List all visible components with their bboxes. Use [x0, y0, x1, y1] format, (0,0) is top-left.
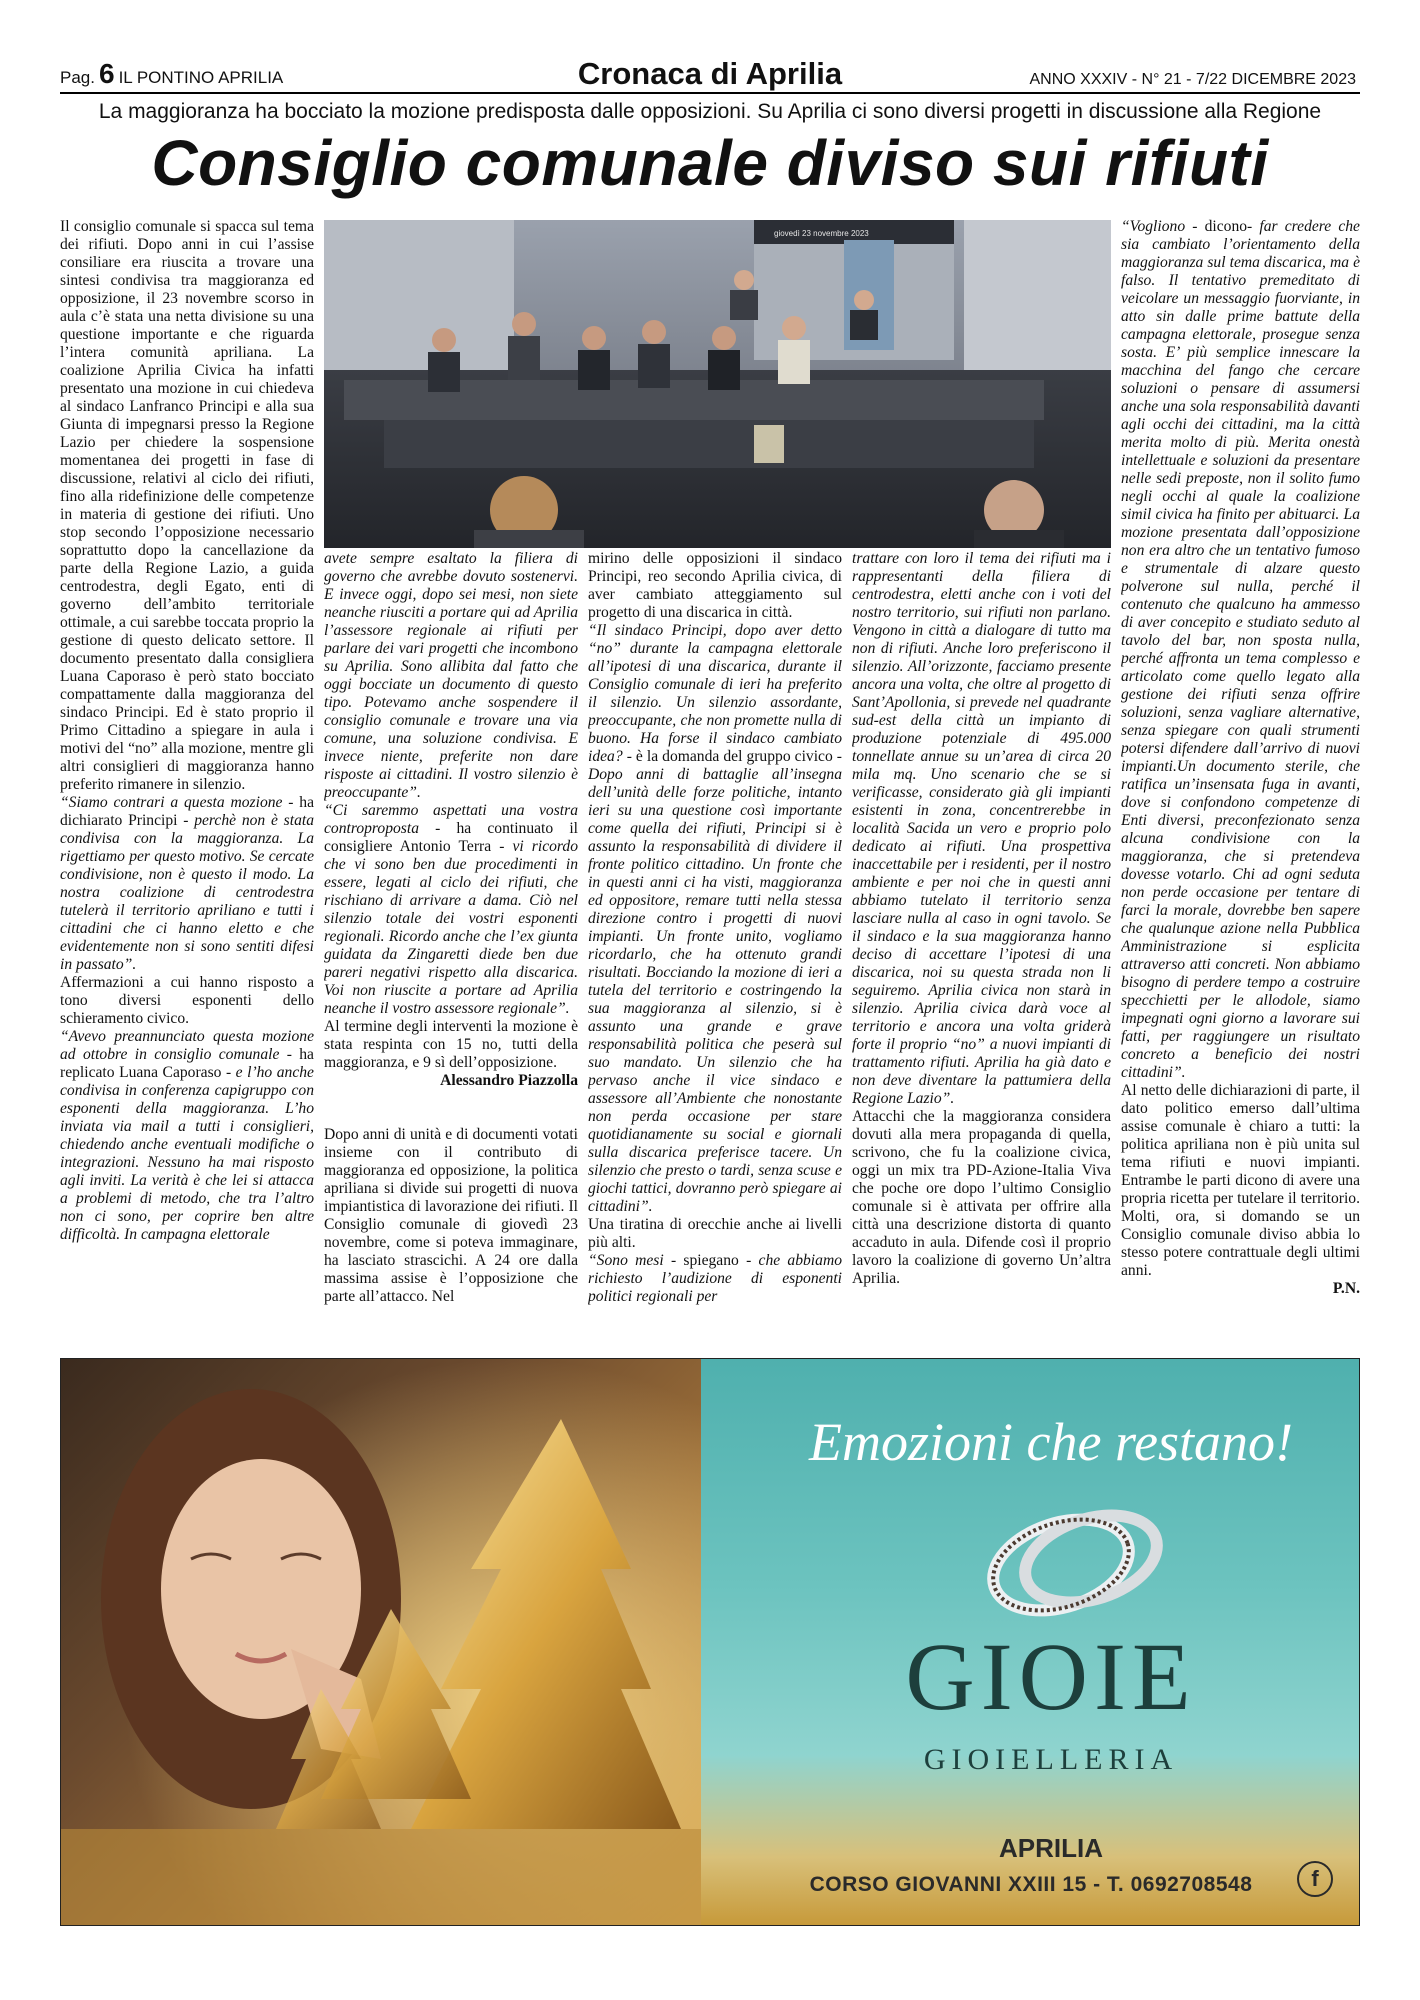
quote: “Sono mesi [588, 1252, 664, 1269]
quote: “Siamo contrari a questa mozione [60, 794, 283, 811]
page-header [60, 56, 1360, 94]
text: mirino delle opposizioni il sindaco Principi, reo secondo Aprilia civica, di aver cambiato atteggiamento sul progetto di una discarica in città. [588, 550, 842, 621]
paragraph [588, 1252, 842, 1306]
quote: far credere che sia cambiato l’orientamento della maggioranza sul tema discarica, ma è falso. Il tentativo premeditato di veicolare un messaggio fuorviante, in atto sin dalle prime battute della campagna elettorale, prosegue senza sosta. E’ più semplice innescare la macchina del fango che cercare soluzioni o pensare di assumersi anche una sola responsabilità davanti agli occhi dei cittadini, ma la città merita molto di più. Merita onestà intellettuale e soluzioni da presentare nelle sedi preposte, non il solito fumo negli occhi al quale la coalizione simil civica ha finito per abituarci. La mozione presentata dall’opposizione non era altro che un tentativo fumoso e strumentale di alzare questo polverone sul nulla, perché il contenuto che qualcuno ha ammesso di aver concepito e studiato seduto al tavolo del bar, non sposta nulla, perché affronta un tema complesso e articolato come quello legato alla gestione dei rifiuti senza offrire soluzioni, senza vagliare alternative, senza spiegare con quali strumenti potersi difendere dall’arrivo di nuovi impianti.Un documento sterile, che ratifica un’insensata fuga in avanti, dove si confondono competenze di Enti diversi, preconfezionato senza alcuna condivisione con la maggioranza, che si pretendeva dovesse votarlo. Chi ad ogni seduta non perde occasione per tentare di farci la morale, dovrebbe ben sapere che qualunque azione nella Pubblica Amministrazione si esplicita attraverso atti concreti. Non abbiamo bisogno di perdere tempo a costruire specchietti per le allodole, siamo impegnati ogni giorno a lavorare sui fatti, per raggiungere un risultato concreto a beneficio dei nostri cittadini”. [1121, 218, 1360, 1081]
ad-slogan: Emozioni che restano! [809, 1412, 1293, 1472]
text: Dopo anni di unità e di documenti votati insieme con il contributo di maggioranza ed opposizione, la politica apriliana si divide sui progetti di nuova impiantistica di lavorazione dei rifiuti. Il Consiglio comunale di giovedì 23 novembre, come si poteva immaginare, ha lasciato strascichi. A 24 ore dalla massima assise è l’opposizione che parte all’attacco. Nel [324, 1126, 578, 1305]
ring-illustration [961, 1495, 1181, 1625]
publication-name: IL PONTINO APRILIA [118, 68, 284, 87]
quote: “Il sindaco Principi, dopo aver detto “no” durante la campagna elettorale all’ipotesi di una discarica, durante il Consiglio comunale di ieri ha preferito il silenzio. Un silenzio assordante, preoccupante, che non promette nulla di buono. Ha forse il sindaco cambiato idea? [588, 622, 842, 765]
article-subhead: La maggioranza ha bocciato la mozione predisposta dalle opposizioni. Su Aprilia ci sono diversi progetti in discussione alla Regione [98, 100, 1322, 123]
paragraph [852, 550, 1111, 1108]
text: Attacchi che la maggioranza considera dovuti alla mera propaganda di quella, scrivono, che fu la coalizione civica, oggi un mix tra PD-Azione-Italia Viva che poche ore dopo l’ultimo Consiglio comunale si è attivata per offrire alla città una descrizione distorta di quanto accaduto in aula. Difende così il proprio lavoro la coalizione di governo Un’altra Aprilia. [852, 1108, 1111, 1287]
text: - ha continuato il consigliere Antonio Terra - [324, 820, 578, 855]
article-column-2 [324, 550, 578, 1346]
issue-info: ANNO XXXIV - N° 21 - 7/22 DICEMBRE 2023 [1029, 71, 1356, 88]
paragraph [1121, 218, 1360, 1082]
paragraph [60, 974, 314, 1028]
text: Affermazioni a cui hanno risposto a tono diversi esponenti dello schieramento civico. [60, 974, 314, 1027]
paragraph [60, 794, 314, 974]
text: - spiegano - [663, 1252, 759, 1269]
article-column-1 [60, 218, 314, 1346]
section-title: Cronaca di Aprilia [577, 56, 843, 91]
article-column-3 [588, 550, 842, 1346]
page-prefix: Pag. [60, 68, 95, 87]
quote: avete sempre esaltato la filiera di governo che avrebbe dovuto sostenervi. E invece oggi, dopo sei mesi, non siete neanche riusciti a portare qui ad Aprilia l’assessore regionale ai rifiuti per parlare dei vari progetti che incombono su Aprilia. Sono allibita dal fatto che oggi bocciate un documento di questo tipo. Potevamo anche sospendere il consiglio comunale e trovare una via comune, una soluzione condivisa. E invece niente, preferite non dare risposte ai cittadini. Il vostro silenzio è preoccupante”. [324, 550, 578, 801]
christmas-tree-illustration [61, 1359, 701, 1926]
paragraph [60, 218, 314, 794]
text: - dicono- [1185, 218, 1260, 235]
article-headline: Consiglio comunale diviso sui rifiuti [151, 127, 1269, 199]
paragraph [324, 1126, 578, 1306]
paragraph [60, 1028, 314, 1244]
quote: “Vogliono [1121, 218, 1186, 235]
article-column-5 [1121, 218, 1360, 1346]
paragraph [588, 1216, 842, 1252]
article-column-4 [852, 550, 1111, 1346]
jewelry-advertisement [60, 1358, 1360, 1926]
paragraph [324, 802, 578, 1018]
paragraph [324, 550, 578, 802]
quote: trattare con loro il tema dei rifiuti ma i rappresentanti della filiera di centrodestra, eletti anche con i voti del nostro territorio, sui rifiuti non parlano. Vengono in città a dialogare di tutto ma non di rifiuti. Anche loro preferiscono il silenzio. All’orizzonte, facciamo presente ancora una volta, che oltre al progetto di Sant’Apollonia, si prevede nel quadrante sud-est della città un impianto di produzione potenziale di 495.000 tonnellate annue su un’area di circa 20 mila mq. Uno scenario che se si verificasse, considerato già gli impianti esistenti in zona, concentrerebbe in località Sacida un vero e proprio polo dedicato ai rifiuti. Una prospettiva inaccettabile per i residenti, per il nostro ambiente e per noi che in questi anni abbiamo tutelato il territorio senza lasciare nulla al caso in ogni tavolo. Se il sindaco e la sua maggioranza hanno deciso di accettare l’ipotesi di una discarica, noi su questa strada non li seguiremo. Aprilia civica non starà in silenzio. Aprilia civica darà voce al territorio e ancora una volta griderà forte il proprio “no” a nuovi impianti di trattamento rifiuti. Aprilia ha già dato e non deve diventare la pattumiera della Regione Lazio”. [852, 550, 1111, 1107]
text: Il consiglio comunale si spacca sul tema dei rifiuti. Dopo anni in cui l’assise consiliare era riuscita a trovare una sintesi condivisa tra maggioranza ed opposizione, il 23 novembre scorso in aula c’è stata una netta divisione su una questione importante e che riguarda l’intera comunità apriliana. La coalizione Aprilia Civica ha infatti presentato una mozione in cui chiedeva al sindaco Lanfranco Principi e alla sua Giunta di impegnarsi presso la Regione Lazio per chiedere la sospensione momentanea dei progetti in fase di discussione, relativi al ciclo dei rifiuti, fino alla ridefinizione delle competenze in materia di gestione dei rifiuti. Uno stop secondo l’opposizione necessario soprattutto dopo la cancellazione da parte della Regione Lazio, a guida centrodestra, degli Egato, enti di governo dell’ambito territoriale ottimale, a cui sarebbe toccata proprio la gestione di questo delicato settore. Il documento presentato dalla consigliera Luana Caporaso è però stato bocciato compattamente dalla maggioranza del sindaco Principi. Ed è stato proprio il Primo Cittadino a spiegare in aula i motivi del “no” alla mozione, mentre gli altri consiglieri di maggioranza hanno preferito rimanere in silenzio. [60, 218, 314, 793]
council-session-photo [324, 220, 1111, 548]
facebook-icon: f [1297, 1861, 1333, 1897]
paragraph [588, 550, 842, 622]
spacer [324, 1090, 578, 1108]
quote: Dopo anni di battaglie all’insegna dell’unità delle forze politiche, intanto ieri su una questione così importante come quella dei rifiuti, Principi si è assunto la responsabilità di dividere il fronte politico cittadino. Un fronte che in questi anni ci ha visti, maggioranza ed oppositore, remare tutti nella stessa direzione contro i progetti di nuovi impianti. Un fronte unito, vogliamo ricordarlo, che ha ottenuto grandi risultati. Bocciando la mozione di ieri a tutela del territorio e costringendo la sua maggioranza al silenzio, si è assunto una grande e grave responsabilità politica che peserà sul suo mandato. Un silenzio che ha pervaso anche il vice sindaco e assessore all’Ambiente che nonostante non perda occasione per stare quotidianamente su social e giornali sulla discarica preferisce tacere. Un silenzio che presto o tardi, senza scuse e giochi tattici, dovranno però spiegare ai cittadini”. [588, 766, 842, 1215]
brand-subtitle: GIOIELLERIA [923, 1743, 1179, 1776]
quote: che abbiamo richiesto l’audizione di esponenti politici regionali per [588, 1252, 842, 1305]
text: - ha dichiarato Principi - [60, 794, 314, 829]
text: Al netto delle dichiarazioni di parte, il dato politico emerso dall’ultima assise comunale è chiaro a tutti: la politica apriliana non è più unita sul tema rifiuti e nuovi impianti. Entrambe le parti dicono di avere una propria ricetta per tutelare il territorio. Molti, ora, si domando se un Consiglio comunale diviso abbia lo stesso potere contrattuale degli ultimi anni. [1121, 1082, 1360, 1279]
spacer [324, 1108, 578, 1126]
photo-illustration [324, 220, 1111, 548]
paragraph [852, 1108, 1111, 1288]
screen-caption: giovedì 23 novembre 2023 [774, 229, 869, 238]
paragraph [1121, 1082, 1360, 1280]
paragraph [324, 1018, 578, 1072]
store-address: CORSO GIOVANNI XXIII 15 - T. 0692708548 [809, 1873, 1253, 1896]
author-byline: P.N. [1332, 1280, 1360, 1297]
brand-name: GIOIE [905, 1623, 1197, 1730]
quote: perchè non è stata condivisa con la maggioranza. La rigettiamo per questo motivo. Se cercate condivisione, non è questo il modo. La nostra coalizione di centrodestra tutelerà il territorio apriliano e tutti i cittadini che ci hanno eletto e che evidentemente non si sono sentiti difesi in passato”. [60, 812, 314, 973]
quote: e l’ho anche condivisa in conferenza capigruppo con esponenti della maggioranza. L’ho inviata via mail a tutti i consiglieri, chiedendo anche eventuali modifiche o integrazioni. Nessuno ha mai risposto agli inviti. La verità è che lei si attacca a problemi di metodo, che tra l’altro non ci sono, per coprire ben altre difficoltà. In campagna elettorale [60, 1064, 314, 1243]
ad-woman-image [61, 1359, 701, 1926]
quote: “Ci saremmo aspettati una vostra controproposta [324, 802, 578, 837]
text: Al termine degli interventi la mozione è stata respinta con 15 no, tutti della maggioranza, e 9 sì dell’opposizione. [324, 1018, 578, 1071]
paragraph [588, 622, 842, 1216]
text: Una tiratina di orecchie anche ai livelli più alti. [588, 1216, 842, 1251]
text: - ha replicato Luana Caporaso - [60, 1046, 314, 1081]
page-number: 6 [98, 58, 115, 89]
quote: “Avevo preannunciato questa mozione ad ottobre in consiglio comunale [60, 1028, 314, 1063]
quote: vi ricordo che vi sono ben due procedimenti in essere, legati al ciclo dei rifiuti, che rischiano di arrivare a dama. Ciò nel silenzio totale dei vostri esponenti regionali. Ricordo anche che l’ex giunta guidata da Zingaretti diede ben due pareri negativi rispetto alla discarica. Voi non riuscite a portare ad Aprilia neanche il vostro assessore regionale”. [324, 838, 578, 1017]
text: - è la domanda del gruppo civico - [622, 748, 842, 765]
store-city: APRILIA [999, 1833, 1103, 1863]
author-byline: Alessandro Piazzolla [440, 1072, 578, 1089]
